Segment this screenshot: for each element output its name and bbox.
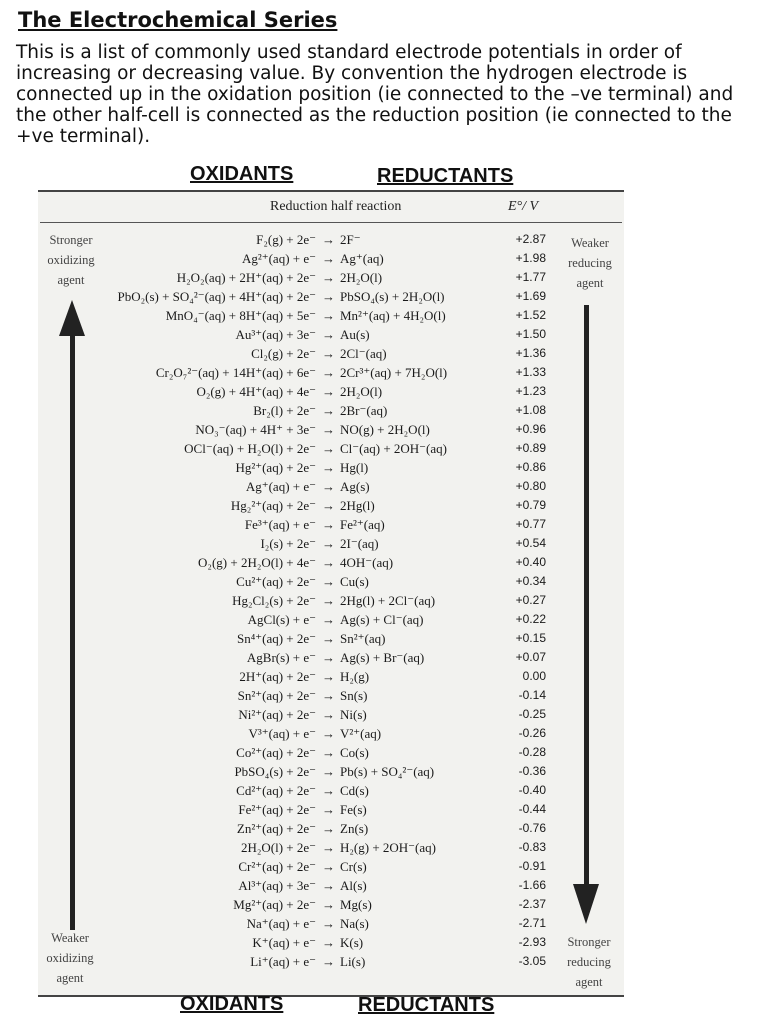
- reaction-arrow-icon: →: [322, 783, 335, 798]
- reactant-side: Ni²⁺(aq) + 2e⁻: [238, 707, 316, 722]
- table-row: [0, 935, 766, 954]
- electrode-potential: +1.23: [515, 384, 546, 398]
- reactant-side: Hg₂²⁺(aq) + 2e⁻: [230, 498, 316, 513]
- reactant-side: 2H₂O(l) + 2e⁻: [240, 840, 316, 855]
- table-row: [0, 764, 766, 783]
- table-row: [0, 954, 766, 973]
- reductants-header-bottom: REDUCTANTS: [358, 994, 495, 1016]
- reaction-arrow-icon: →: [322, 878, 335, 893]
- product-side: Cl⁻(aq) + 2OH⁻(aq): [340, 441, 447, 456]
- table-row: [0, 308, 766, 327]
- table-row: [0, 251, 766, 270]
- oxidants-header-bottom: OXIDANTS: [180, 993, 284, 1015]
- product-side: H₂(g): [340, 669, 370, 684]
- table-row: [0, 270, 766, 289]
- reductants-header-top: REDUCTANTS: [377, 165, 514, 187]
- product-side: Pb(s) + SO₄²⁻(aq): [340, 764, 435, 779]
- product-side: Au(s): [340, 327, 370, 342]
- table-row: [0, 745, 766, 764]
- reaction-arrow-icon: →: [322, 327, 335, 342]
- product-side: NO(g) + 2H₂O(l): [340, 422, 430, 437]
- page-title: The Electrochemical Series: [18, 8, 338, 32]
- reaction-arrow-icon: →: [322, 232, 335, 247]
- reaction-arrow-icon: →: [322, 555, 335, 570]
- electrode-potential: -0.36: [518, 764, 546, 778]
- electrode-potential: +0.79: [515, 498, 546, 512]
- electrode-potential: -2.71: [518, 916, 546, 930]
- product-side: 2Br⁻(aq): [340, 403, 388, 418]
- electrode-potential: +0.07: [515, 650, 546, 664]
- electrode-potential: +0.40: [515, 555, 546, 569]
- product-side: PbSO₄(s) + 2H₂O(l): [340, 289, 445, 304]
- potential-column-header: E°/ V: [508, 199, 539, 214]
- table-row: [0, 422, 766, 441]
- product-side: Mg(s): [340, 897, 372, 912]
- reaction-arrow-icon: →: [322, 441, 335, 456]
- product-side: 2F⁻: [340, 232, 361, 247]
- product-side: Ni(s): [340, 707, 367, 722]
- reactant-side: 2H⁺(aq) + 2e⁻: [239, 669, 316, 684]
- electrode-potential: -0.44: [518, 802, 546, 816]
- reactant-side: V³⁺(aq) + e⁻: [248, 726, 316, 741]
- table-row: [0, 479, 766, 498]
- label-line: Weaker: [571, 236, 609, 250]
- reactant-side: Cl₂(g) + 2e⁻: [251, 346, 316, 361]
- reaction-arrow-icon: →: [322, 897, 335, 912]
- reactant-side: Sn⁴⁺(aq) + 2e⁻: [236, 631, 316, 646]
- reaction-arrow-icon: →: [322, 935, 335, 950]
- reactant-side: Cr²⁺(aq) + 2e⁻: [238, 859, 316, 874]
- reactant-side: PbSO₄(s) + 2e⁻: [234, 764, 316, 779]
- label-line: agent: [575, 975, 603, 989]
- reaction-arrow-icon: →: [322, 612, 335, 627]
- table-row: [0, 536, 766, 555]
- reaction-arrow-icon: →: [322, 650, 335, 665]
- reaction-arrow-icon: →: [322, 289, 335, 304]
- label-line: oxidizing: [47, 253, 95, 267]
- reactant-side: Na⁺(aq) + e⁻: [246, 916, 316, 931]
- label-line: reducing: [568, 256, 612, 270]
- electrode-potential: +0.54: [515, 536, 546, 550]
- electrode-potential: +1.98: [515, 251, 546, 265]
- table-row: [0, 612, 766, 631]
- table-row: [0, 460, 766, 479]
- product-side: Hg(l): [340, 460, 369, 475]
- table-row: [0, 403, 766, 422]
- reaction-arrow-icon: →: [322, 802, 335, 817]
- electrode-potential: -0.14: [518, 688, 546, 702]
- electrode-potential: -0.28: [518, 745, 546, 759]
- reactant-side: Cr₂O₇²⁻(aq) + 14H⁺(aq) + 6e⁻: [155, 365, 316, 380]
- reactant-side: Ag²⁺(aq) + e⁻: [241, 251, 316, 266]
- table-row: [0, 802, 766, 821]
- product-side: 2H₂O(l): [340, 270, 383, 285]
- table-row: [0, 498, 766, 517]
- table-row: [0, 821, 766, 840]
- electrode-potential: -0.26: [518, 726, 546, 740]
- intro-paragraph: This is a list of commonly used standard electrode potentials in order of increasing or decreasing value. By convention the hydrogen electrode is connected up in the oxidation position (ie connected to the –ve terminal) and the other half-cell is connected as the reduction position (ie connected to the +ve terminal).: [16, 42, 734, 147]
- reaction-arrow-icon: →: [322, 270, 335, 285]
- electrode-potential: +1.69: [515, 289, 546, 303]
- electrode-potential: -0.25: [518, 707, 546, 721]
- product-side: 2I⁻(aq): [340, 536, 379, 551]
- table-row: [0, 859, 766, 878]
- electrode-potential: +0.96: [515, 422, 546, 436]
- label-line: Stronger: [567, 935, 611, 949]
- electrode-potential: -0.91: [518, 859, 546, 873]
- table-row: [0, 707, 766, 726]
- electrode-potential: +0.77: [515, 517, 546, 531]
- reactant-side: Fe²⁺(aq) + 2e⁻: [238, 802, 316, 817]
- table-row: [0, 441, 766, 460]
- reactant-side: Zn²⁺(aq) + 2e⁻: [236, 821, 316, 836]
- product-side: Na(s): [340, 916, 369, 931]
- reactant-side: OCl⁻(aq) + H₂O(l) + 2e⁻: [184, 441, 316, 456]
- table-row: [0, 650, 766, 669]
- product-side: 2Cr³⁺(aq) + 7H₂O(l): [340, 365, 448, 380]
- reaction-arrow-icon: →: [322, 669, 335, 684]
- table-row: [0, 593, 766, 612]
- reaction-arrow-icon: →: [322, 631, 335, 646]
- reaction-arrow-icon: →: [322, 308, 335, 323]
- product-side: Cd(s): [340, 783, 369, 798]
- electrode-potential: 0.00: [522, 669, 546, 683]
- reactant-side: O₂(g) + 4H⁺(aq) + 4e⁻: [196, 384, 316, 399]
- label-line: Stronger: [49, 233, 93, 247]
- reaction-arrow-icon: →: [322, 536, 335, 551]
- product-side: Cu(s): [340, 574, 369, 589]
- label-line: oxidizing: [46, 951, 94, 965]
- reaction-arrow-icon: →: [322, 840, 335, 855]
- reactant-side: F₂(g) + 2e⁻: [256, 232, 316, 247]
- electrode-potential: -1.66: [518, 878, 546, 892]
- reaction-arrow-icon: →: [322, 574, 335, 589]
- product-side: Ag⁺(aq): [340, 251, 384, 266]
- product-side: V²⁺(aq): [340, 726, 382, 741]
- electrode-potential: +0.22: [515, 612, 546, 626]
- reaction-arrow-icon: →: [322, 688, 335, 703]
- electrode-potential: +1.50: [515, 327, 546, 341]
- reactant-side: Au³⁺(aq) + 3e⁻: [235, 327, 316, 342]
- reaction-arrow-icon: →: [322, 498, 335, 513]
- reaction-arrow-icon: →: [322, 346, 335, 361]
- reaction-arrow-icon: →: [322, 479, 335, 494]
- product-side: Mn²⁺(aq) + 4H₂O(l): [340, 308, 446, 323]
- reaction-arrow-icon: →: [322, 821, 335, 836]
- reaction-arrow-icon: →: [322, 403, 335, 418]
- table-row: [0, 574, 766, 593]
- electrode-potential: -2.37: [518, 897, 546, 911]
- reactant-side: AgCl(s) + e⁻: [247, 612, 316, 627]
- table-row: [0, 897, 766, 916]
- product-side: Li(s): [340, 954, 366, 969]
- product-side: 4OH⁻(aq): [340, 555, 394, 570]
- label-line: agent: [576, 276, 604, 290]
- product-side: Ag(s) + Cl⁻(aq): [340, 612, 424, 627]
- reaction-arrow-icon: →: [322, 707, 335, 722]
- product-side: Ag(s): [340, 479, 370, 494]
- reaction-arrow-icon: →: [322, 460, 335, 475]
- label-line: Weaker: [51, 931, 89, 945]
- reaction-arrow-icon: →: [322, 745, 335, 760]
- reactant-side: I₂(s) + 2e⁻: [260, 536, 316, 551]
- table-row: [0, 232, 766, 251]
- product-side: Al(s): [340, 878, 367, 893]
- product-side: 2H₂O(l): [340, 384, 383, 399]
- table-row: [0, 783, 766, 802]
- table-row: [0, 365, 766, 384]
- reactant-side: Al³⁺(aq) + 3e⁻: [238, 878, 316, 893]
- electrode-potential: -0.40: [518, 783, 546, 797]
- product-side: K(s): [340, 935, 364, 950]
- product-side: Co(s): [340, 745, 369, 760]
- table-row: [0, 726, 766, 745]
- product-side: Fe(s): [340, 802, 367, 817]
- reaction-arrow-icon: →: [322, 954, 335, 969]
- table-row: [0, 688, 766, 707]
- reactant-side: Mg²⁺(aq) + 2e⁻: [233, 897, 316, 912]
- electrode-potential: +0.34: [515, 574, 546, 588]
- reaction-arrow-icon: →: [322, 859, 335, 874]
- product-side: Cr(s): [340, 859, 367, 874]
- electrode-potential: -2.93: [518, 935, 546, 949]
- table-row: [0, 327, 766, 346]
- label-line: agent: [56, 971, 84, 985]
- electrode-potential: +0.86: [515, 460, 546, 474]
- label-line: reducing: [567, 955, 611, 969]
- reaction-arrow-icon: →: [322, 764, 335, 779]
- reactant-side: Fe³⁺(aq) + e⁻: [244, 517, 316, 532]
- reactant-side: Sn²⁺(aq) + 2e⁻: [237, 688, 316, 703]
- reactant-side: K⁺(aq) + e⁻: [252, 935, 316, 950]
- reactant-side: H₂O₂(aq) + 2H⁺(aq) + 2e⁻: [176, 270, 316, 285]
- reaction-arrow-icon: →: [322, 251, 335, 266]
- oxidants-header-top: OXIDANTS: [190, 163, 294, 185]
- reactant-side: NO₃⁻(aq) + 4H⁺ + 3e⁻: [195, 422, 316, 437]
- reactant-side: PbO₂(s) + SO₄²⁻(aq) + 4H⁺(aq) + 2e⁻: [117, 289, 316, 304]
- table-row: [0, 517, 766, 536]
- product-side: 2Cl⁻(aq): [340, 346, 387, 361]
- reactant-side: Cd²⁺(aq) + 2e⁻: [236, 783, 316, 798]
- product-side: Ag(s) + Br⁻(aq): [340, 650, 425, 665]
- electrode-potential: +2.87: [515, 232, 546, 246]
- electrode-potential: +1.36: [515, 346, 546, 360]
- product-side: Zn(s): [340, 821, 369, 836]
- reactant-side: Hg²⁺(aq) + 2e⁻: [235, 460, 316, 475]
- electrode-potential: +0.15: [515, 631, 546, 645]
- table-row: [0, 346, 766, 365]
- table-row: [0, 289, 766, 308]
- electrode-potential: +0.27: [515, 593, 546, 607]
- reactant-side: Co²⁺(aq) + 2e⁻: [236, 745, 316, 760]
- label-line: agent: [57, 273, 85, 287]
- table-row: [0, 916, 766, 935]
- product-side: 2Hg(l) + 2Cl⁻(aq): [340, 593, 436, 608]
- electrode-potential: +1.52: [515, 308, 546, 322]
- electrode-potential: -0.83: [518, 840, 546, 854]
- electrode-potential: +0.89: [515, 441, 546, 455]
- electrode-potential: -3.05: [518, 954, 546, 968]
- reaction-arrow-icon: →: [322, 726, 335, 741]
- table-row: [0, 669, 766, 688]
- product-side: H₂(g) + 2OH⁻(aq): [340, 840, 436, 855]
- table-row: [0, 384, 766, 403]
- header-divider: [40, 222, 622, 223]
- reaction-column-header: Reduction half reaction: [270, 199, 402, 214]
- product-side: Sn²⁺(aq): [340, 631, 386, 646]
- reaction-arrow-icon: →: [322, 517, 335, 532]
- electrode-potential: +1.08: [515, 403, 546, 417]
- electrode-potential: +1.33: [515, 365, 546, 379]
- electrode-potential: +1.77: [515, 270, 546, 284]
- reaction-arrow-icon: →: [322, 384, 335, 399]
- reactant-side: O₂(g) + 2H₂O(l) + 4e⁻: [198, 555, 316, 570]
- reactant-side: AgBr(s) + e⁻: [246, 650, 316, 665]
- product-side: Sn(s): [340, 688, 368, 703]
- reactant-side: Li⁺(aq) + e⁻: [250, 954, 316, 969]
- table-row: [0, 631, 766, 650]
- table-row: [0, 840, 766, 859]
- product-side: 2Hg(l): [340, 498, 375, 513]
- electrode-potential: +0.80: [515, 479, 546, 493]
- reactant-side: MnO₄⁻(aq) + 8H⁺(aq) + 5e⁻: [165, 308, 316, 323]
- product-side: Fe²⁺(aq): [340, 517, 385, 532]
- reaction-arrow-icon: →: [322, 916, 335, 931]
- table-row: [0, 555, 766, 574]
- reaction-arrow-icon: →: [322, 593, 335, 608]
- reactant-side: Br₂(l) + 2e⁻: [253, 403, 316, 418]
- reactant-side: Cu²⁺(aq) + 2e⁻: [236, 574, 316, 589]
- reaction-arrow-icon: →: [322, 365, 335, 380]
- electrode-potential: -0.76: [518, 821, 546, 835]
- reaction-arrow-icon: →: [322, 422, 335, 437]
- reactant-side: Ag⁺(aq) + e⁻: [245, 479, 316, 494]
- reactant-side: Hg₂Cl₂(s) + 2e⁻: [232, 593, 316, 608]
- table-row: [0, 878, 766, 897]
